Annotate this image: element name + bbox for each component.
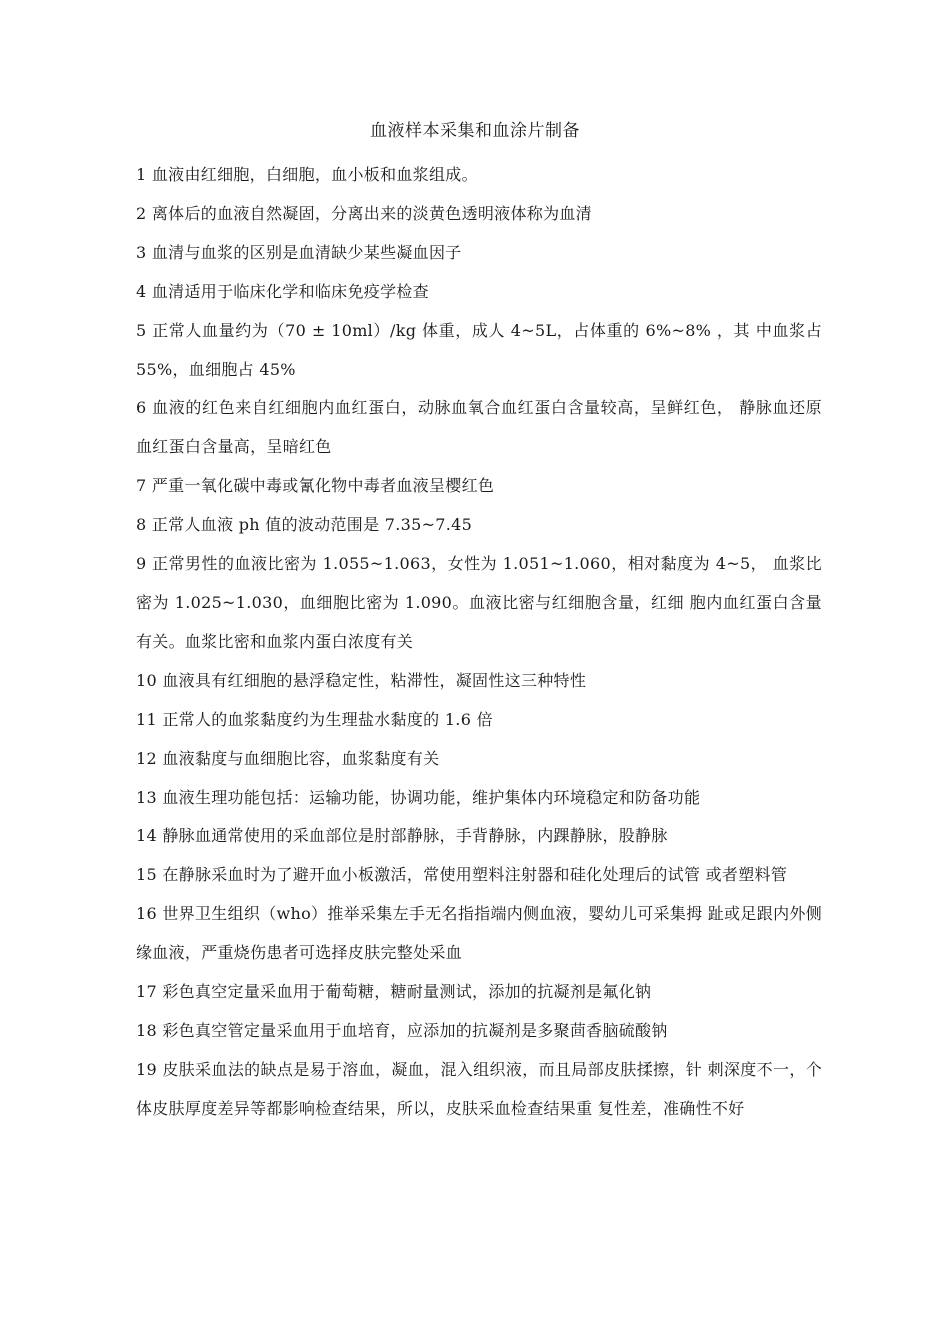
paragraph: 4 血清适用于临床化学和临床免疫学检查: [136, 281, 429, 301]
document-title: 血液样本采集和血涂片制备: [370, 121, 580, 141]
paragraph: 9 正常男性的血液比密为 1.055~1.063，女性为 1.051~1.060，相对黏度为 4~5， 血浆比密为 1.025~1.030，血细胞比密为 1.090。血液比密与红细胞含量，红细 胞内血红蛋白含量有关。血浆比密和血浆内蛋白浓度有关: [136, 554, 822, 651]
paragraph: 1 血液由红细胞，白细胞，血小板和血浆组成。: [136, 165, 478, 184]
paragraph: 16 世界卫生组织（who）推举采集左手无名指指端内侧血液，婴幼儿可采集拇 趾或足跟内外侧缘血液，严重烧伤患者可选择皮肤完整处采血: [136, 904, 822, 963]
paragraph: 5 正常人血量约为（70 ± 10ml）/kg 体重，成人 4~5L，占体重的 6%~8% ，其 中血浆占 55%，血细胞占 45%: [136, 320, 822, 379]
paragraph: 13 血液生理功能包括：运输功能，协调功能，维护集体内环境稳定和防备功能: [136, 787, 701, 807]
paragraph: 3 血清与血浆的区别是血清缺少某些凝血因子: [136, 242, 462, 262]
paragraph: 2 离体后的血液自然凝固，分离出来的淡黄色透明液体称为血清: [136, 203, 592, 223]
paragraph: 17 彩色真空定量采血用于葡萄糖，糖耐量测试，添加的抗凝剂是氟化钠: [136, 982, 652, 1002]
paragraph: 18 彩色真空管定量采血用于血培育，应添加的抗凝剂是多聚茴香脑硫酸钠: [136, 1020, 668, 1040]
paragraph: 10 血液具有红细胞的悬浮稳定性，粘滞性，凝固性这三种特性: [136, 670, 587, 690]
paragraph: 15 在静脉采血时为了避开血小板激活，常使用塑料注射器和硅化处理后的试管 或者塑料管: [136, 865, 788, 885]
paragraph: 6 血液的红色来自红细胞内血红蛋白，动脉血氧合血红蛋白含量较高，呈鲜红色， 静脉血还原血红蛋白含量高，呈暗红色: [136, 398, 822, 457]
paragraph: 8 正常人血液 ph 值的波动范围是 7.35~7.45: [136, 515, 473, 535]
paragraph: 7 严重一氧化碳中毒或氰化物中毒者血液呈樱红色: [136, 476, 495, 496]
paragraph: 12 血液黏度与血细胞比容，血浆黏度有关: [136, 748, 440, 768]
paragraph: 19 皮肤采血法的缺点是易于溶血，凝血，混入组织液，而且局部皮肤揉擦，针 刺深度不一，个体皮肤厚度差异等都影响检查结果，所以，皮肤采血检查结果重 复性差，准确性不好: [136, 1059, 822, 1118]
paragraph: 14 静脉血通常使用的采血部位是肘部静脉，手背静脉，内踝静脉，股静脉: [136, 826, 668, 846]
document-body: [136, 156, 822, 1129]
paragraph: 11 正常人的血浆黏度约为生理盐水黏度的 1.6 倍: [136, 709, 493, 729]
